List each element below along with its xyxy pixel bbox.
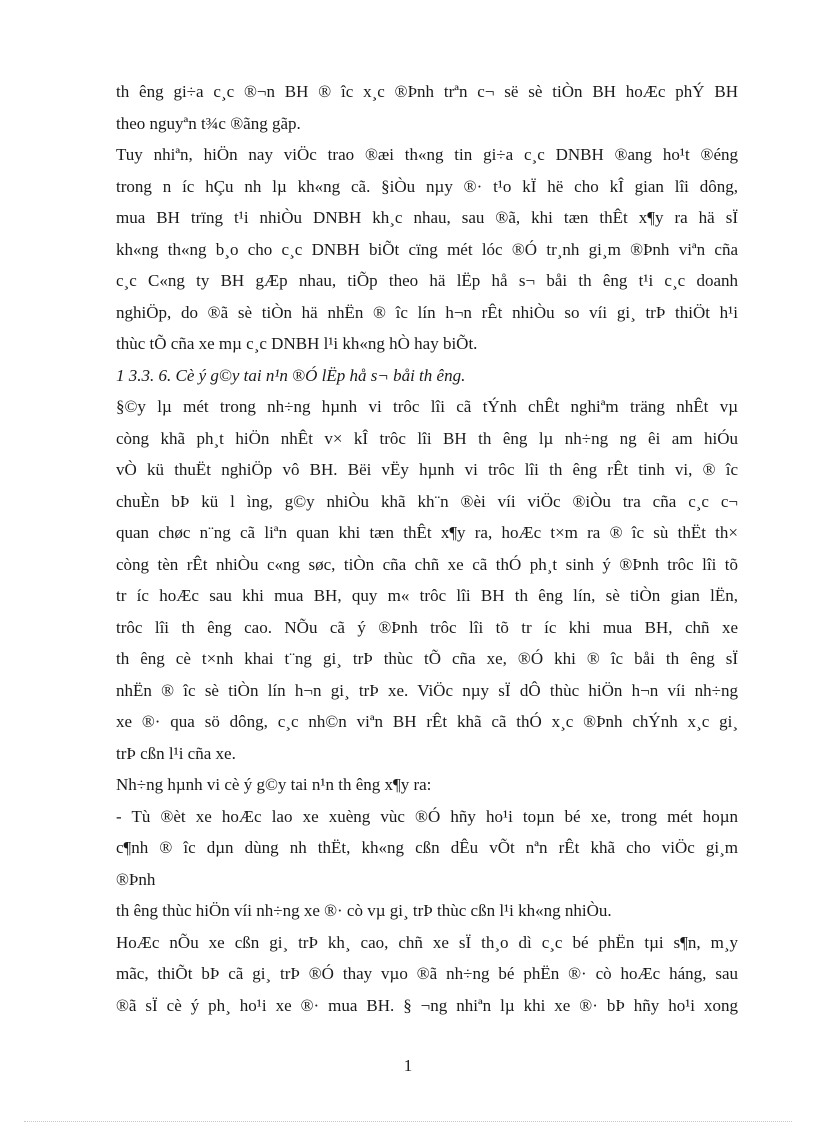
text-line: vÒ kü thuËt nghiÖp vô BH. Bëi vËy hµnh vi trôc lîi th êng rÊt tinh vi, ® îc (116, 460, 738, 479)
text-line: ®Þnh (116, 869, 156, 889)
text-line: th êng cè t×nh khai t¨ng gi¸ trÞ thùc tÕ cña xe, ®Ó khi ® îc båi th êng sÏ (116, 649, 738, 668)
text-line: trÞ cßn l¹i cña xe. (116, 743, 236, 763)
body-text (116, 76, 738, 1021)
text-line: còng tèn rÊt nhiÒu c«ng søc, tiÒn cña chñ xe cã thÓ ph¸t sinh ý ®Þnh trôc lîi tõ (116, 554, 738, 574)
text-line: còng khã ph¸t hiÖn nhÊt v× kÎ trôc lîi BH th êng lµ nh÷ng ng êi am hiÓu (116, 428, 738, 448)
text-line: quan chøc n¨ng cã liªn quan khi tæn thÊt x¶y ra, hoÆc t×m ra ® îc sù thËt th× (116, 523, 738, 542)
page-number: 1 (403, 1056, 413, 1075)
text-line: Tuy nhiªn, hiÖn nay viÖc trao ®æi th«ng tin gi÷a c¸c DNBH ®ang ho¹t ®éng (116, 145, 738, 164)
text-line: trong n íc hÇu nh lµ kh«ng cã. §iÒu nµy ®· t¹o kÏ hë cho kÎ gian lîi dông, (116, 176, 738, 196)
text-line: th êng thùc hiÖn víi nh÷ng xe ®· cò vµ gi¸ trÞ thùc cßn l¹i kh«ng nhiÒu. (116, 901, 612, 920)
text-line: th êng gi÷a c¸c ®¬n BH ® îc x¸c ®Þnh trªn c¬ së sè tiÒn BH hoÆc phÝ BH (116, 82, 738, 101)
text-line: c¸c C«ng ty BH gÆp nhau, tiÕp theo hä lËp hå s¬ båi th êng t¹i c¸c doanh (116, 271, 738, 290)
text-line: chuÈn bÞ kü l ìng, g©y nhiÒu khã kh¨n ®èi víi viÖc ®iÒu tra cña c¸c c¬ (116, 491, 738, 511)
text-line: nhËn ® îc sè tiÒn lín h¬n gi¸ trÞ xe. ViÖc nµy sÏ dÔ thùc hiÖn h¬n víi nh÷ng (116, 680, 738, 700)
text-line: Nh÷ng hµnh vi cè ý g©y tai n¹n th êng x¶y ra: (116, 775, 432, 794)
text-line: mãc, thiÕt bÞ cã gi¸ trÞ ®Ó thay vµo ®ã nh÷ng bé phËn ®· cò hoÆc háng, sau (116, 964, 738, 983)
text-line: tr íc hoÆc sau khi mua BH, quy m« trôc lîi BH th êng lín, sè tiÒn gian lËn, (116, 586, 738, 605)
text-line: §©y lµ mét trong nh÷ng hµnh vi trôc lîi cã tÝnh chÊt nghiªm träng nhÊt vµ (116, 397, 738, 416)
page-bottom-divider (24, 1121, 792, 1122)
text-line: xe ®· qua sö dông, c¸c nh©n viªn BH rÊt khã cã thÓ x¸c ®Þnh chÝnh x¸c gi¸ (116, 712, 738, 731)
text-line: theo nguyªn t¾c ®ãng gãp. (116, 113, 301, 133)
text-line: trôc lîi th êng cao. NÕu cã ý ®Þnh trôc lîi tõ tr íc khi mua BH, chñ xe (116, 617, 738, 637)
text-line: ®ã sÏ cè ý ph¸ ho¹i xe ®· mua BH. § ¬ng nhiªn lµ khi xe ®· bÞ hñy ho¹i xong (116, 995, 738, 1015)
section-heading: 1 3.3. 6. Cè ý g©y tai n¹n ®Ó lËp hå s¬ båi th êng. (116, 365, 466, 385)
text-line: mua BH trïng t¹i nhiÒu DNBH kh¸c nhau, sau ®ã, khi tæn thÊt x¶y ra hä sÏ (116, 208, 738, 227)
text-line: - Tù ®èt xe hoÆc lao xe xuèng vùc ®Ó hñy ho¹i toµn bé xe, trong mét hoµn (116, 806, 738, 826)
text-line: nghiÖp, do ®ã sè tiÒn hä nhËn ® îc lín h¬n rÊt nhiÒu so víi gi¸ trÞ thiÖt h¹i (116, 302, 738, 322)
text-line: HoÆc nÕu xe cßn gi¸ trÞ kh¸ cao, chñ xe sÏ th¸o dì c¸c bé phËn tµi s¶n, m¸y (116, 932, 738, 952)
text-line: kh«ng th«ng b¸o cho c¸c DNBH biÕt cïng mét lóc ®Ó tr¸nh gi¸m ®Þnh viªn cña (116, 239, 738, 259)
text-line: thùc tÕ cña xe mµ c¸c DNBH l¹i kh«ng hÒ hay biÕt. (116, 334, 478, 353)
text-line: c¶nh ® îc dµn dùng nh thËt, kh«ng cßn dÊu vÕt nªn rÊt khã cho viÖc gi¸m (116, 838, 738, 857)
